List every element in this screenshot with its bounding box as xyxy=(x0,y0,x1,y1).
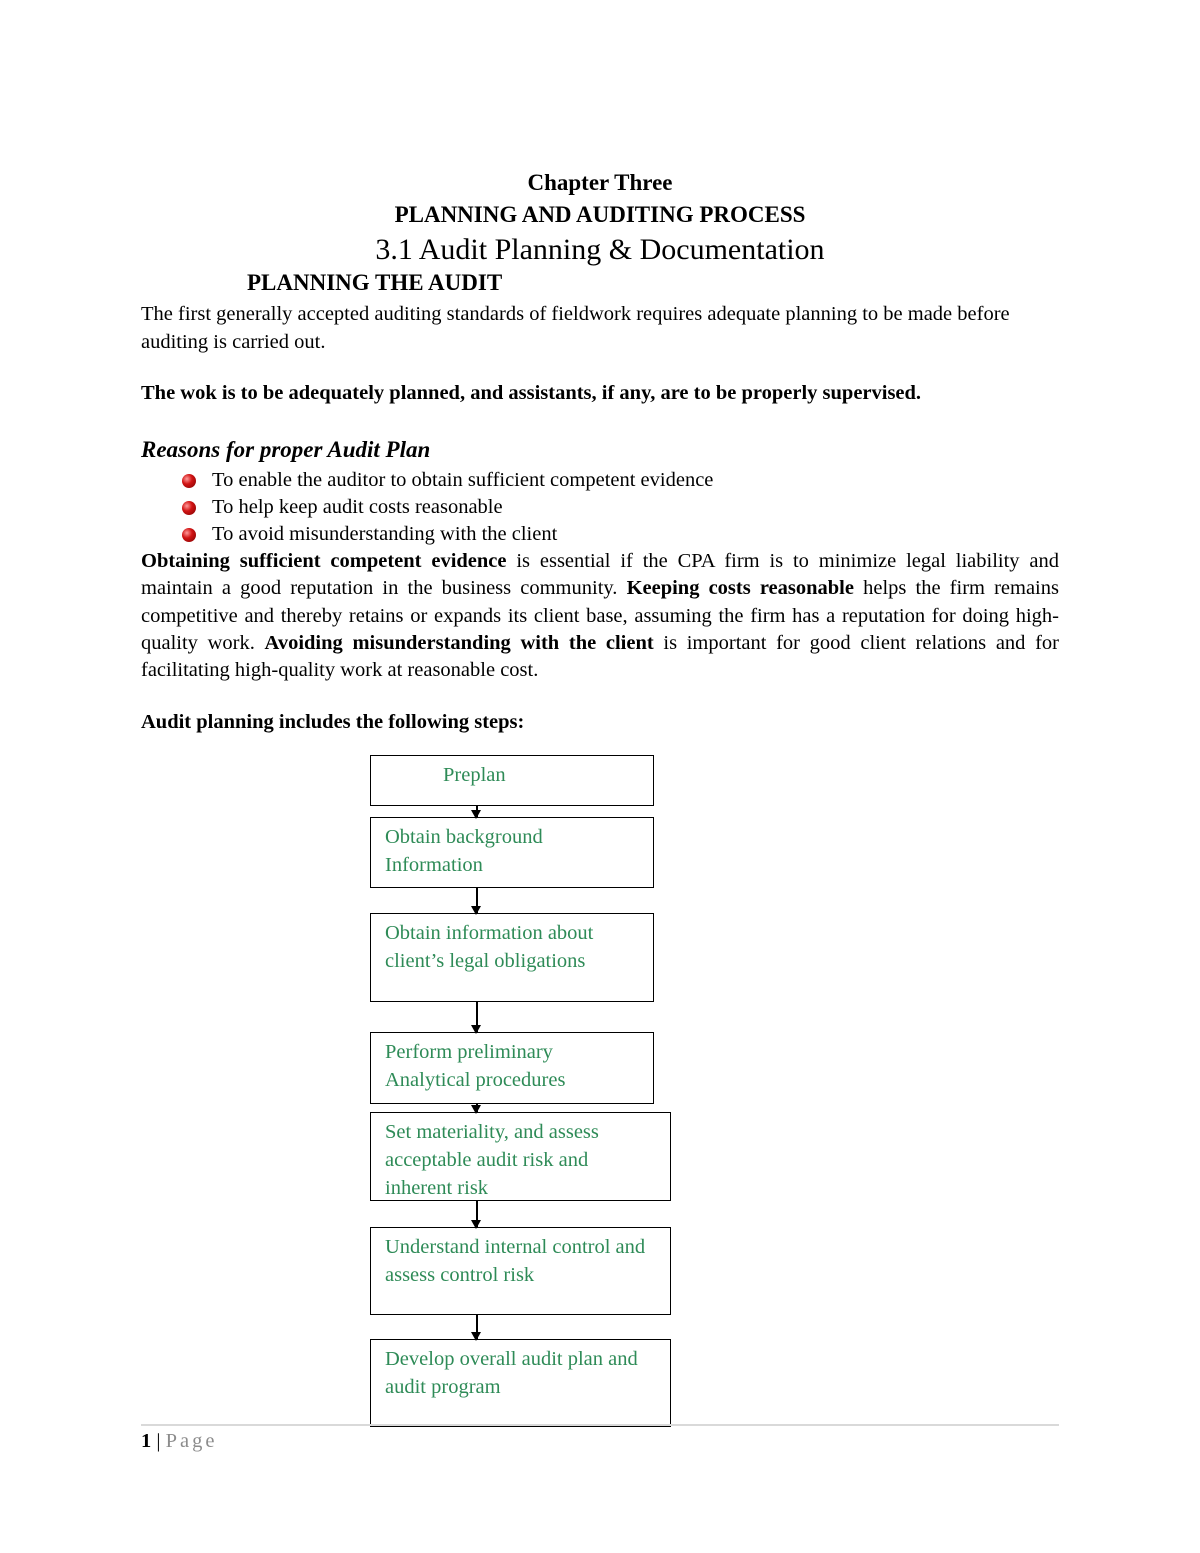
flow-step-materiality: Set materiality, and assess acceptable audit risk and inherent risk xyxy=(370,1112,671,1201)
reasons-list xyxy=(180,467,713,548)
reason-text: To enable the auditor to obtain sufficient competent evidence xyxy=(212,469,714,491)
explanation-text-1: is essential if the CPA firm is to minimize legal liability and maintain a good reputation in the business community. xyxy=(141,550,1059,600)
reasons-heading: Reasons for proper Audit Plan xyxy=(141,437,431,462)
bold-statement: The wok is to be adequately planned, and assistants, if any, are to be properly supervised. xyxy=(141,382,922,404)
flow-arrow xyxy=(476,1315,478,1340)
flow-step-background: Obtain background Information xyxy=(370,817,654,888)
flow-step-internal-control: Understand internal control and assess control risk xyxy=(370,1227,671,1315)
flow-step-audit-plan: Develop overall audit plan and audit program xyxy=(370,1339,671,1427)
explanation-bold-3: Avoiding misunderstanding with the client xyxy=(264,631,654,654)
flow-step-analytical: Perform preliminary Analytical procedures xyxy=(370,1032,654,1104)
explanation-paragraph xyxy=(141,548,1059,684)
explanation-bold-2: Keeping costs reasonable xyxy=(626,577,854,600)
bullet-icon xyxy=(182,528,196,542)
list-item xyxy=(180,467,713,494)
explanation-text-2: helps the firm remains competitive and thereby retains or expands its client base, assuming the firm has a reputation for doing high-quality work. xyxy=(141,577,1059,654)
page-label: Page xyxy=(165,1430,218,1452)
page-number: 1 xyxy=(141,1430,152,1452)
list-item xyxy=(180,521,713,548)
flow-arrow xyxy=(476,1002,478,1033)
flow-arrow xyxy=(476,888,478,914)
steps-heading: Audit planning includes the following steps: xyxy=(141,711,525,733)
list-item xyxy=(180,494,713,521)
reason-text: To avoid misunderstanding with the client xyxy=(212,523,558,545)
flow-arrow xyxy=(476,1201,478,1228)
explanation-text-3: is important for good client relations and for facilitating high-quality work at reasonable cost. xyxy=(141,631,1059,682)
flow-step-preplan: Preplan xyxy=(370,755,654,806)
footer-separator: | xyxy=(151,1430,166,1452)
bullet-icon xyxy=(182,474,196,488)
intro-paragraph: The first generally accepted auditing standards of fieldwork requires adequate planning to be made before auditing is carried out. xyxy=(141,303,1010,353)
footer-divider xyxy=(141,1424,1059,1426)
flow-step-legal: Obtain information about client’s legal obligations xyxy=(370,913,654,1002)
chapter-subtitle: PLANNING AND AUDITING PROCESS xyxy=(394,202,806,227)
planning-heading: PLANNING THE AUDIT xyxy=(247,270,503,295)
reason-text: To help keep audit costs reasonable xyxy=(212,496,503,518)
explanation-bold-1: Obtaining sufficient competent evidence xyxy=(141,550,507,572)
bullet-icon xyxy=(182,501,196,515)
page-footer xyxy=(141,1430,217,1453)
section-title: 3.1 Audit Planning & Documentation xyxy=(375,233,825,266)
chapter-heading: Chapter Three xyxy=(527,170,673,195)
